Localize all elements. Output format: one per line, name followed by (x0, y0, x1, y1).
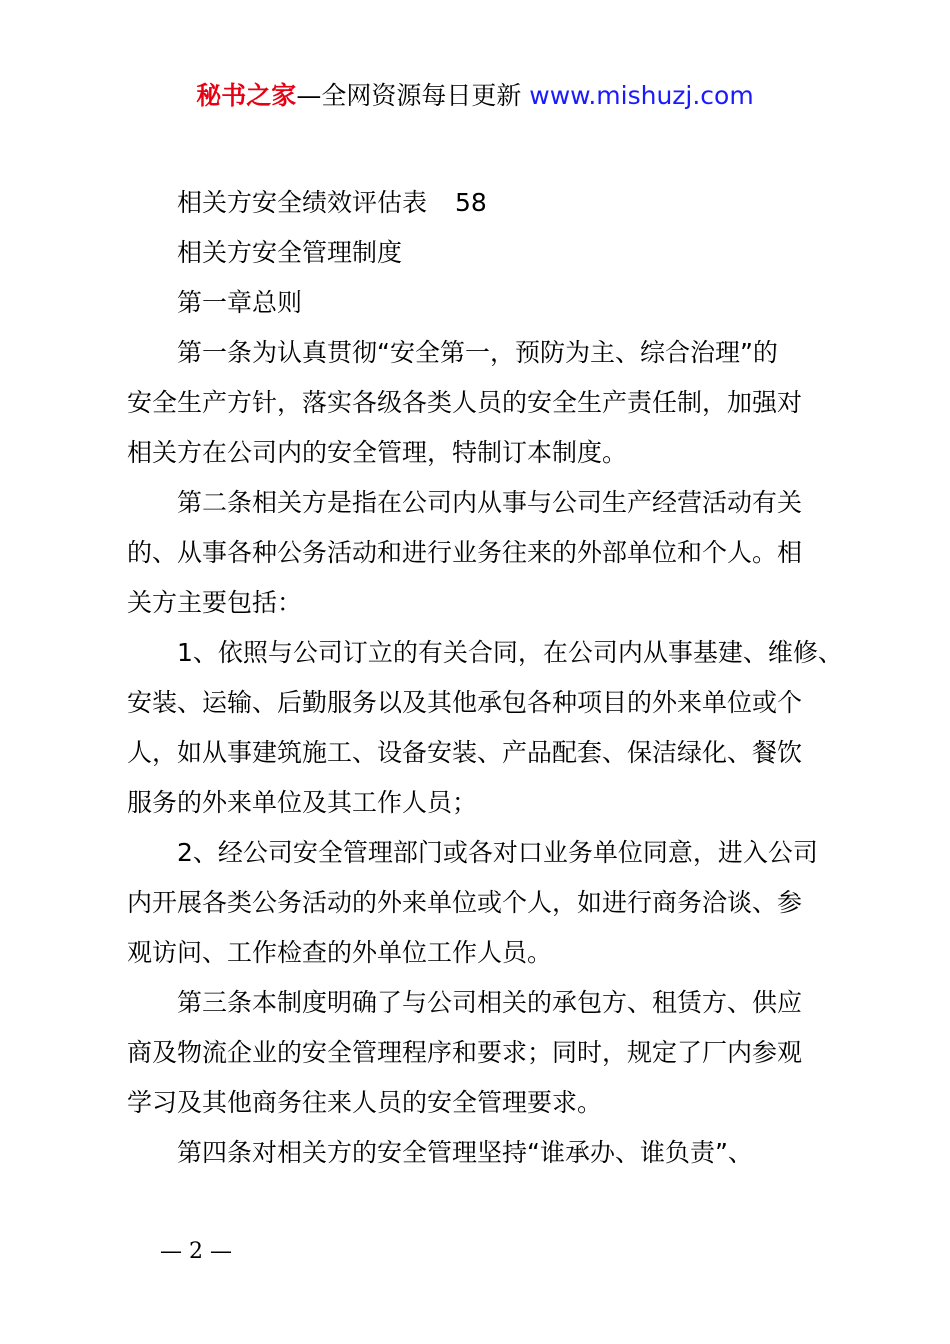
toc-entry-title: 相关方安全绩效评估表 (177, 188, 428, 217)
text-line: 安全生产方针，落实各级各类人员的安全生产责任制，加强对 (127, 388, 803, 417)
paragraph-lines (127, 328, 843, 1178)
toc-entry (127, 178, 839, 228)
toc-entry-page: 58 (455, 188, 487, 217)
site-header (0, 78, 950, 114)
site-url-link[interactable]: www.mishuzj.com (529, 81, 754, 110)
page-number: — 2 — (160, 1239, 232, 1264)
document-body (127, 178, 843, 1178)
chapter-heading: 第一章总则 (177, 288, 303, 317)
text-line: 观访问、工作检查的外单位工作人员。 (127, 938, 553, 967)
text-line: 第二条相关方是指在公司内从事与公司生产经营活动有关 (177, 488, 803, 517)
text-line: 1、依照与公司订立的有关合同，在公司内从事基建、维修、 (177, 638, 843, 667)
text-line: 相关方在公司内的安全管理，特制订本制度。 (127, 438, 628, 467)
site-brand: 秘书之家 (196, 81, 297, 110)
document-title: 相关方安全管理制度 (177, 238, 403, 267)
text-line: 学习及其他商务往来人员的安全管理要求。 (127, 1088, 603, 1117)
text-line: 第一条为认真贯彻“安全第一，预防为主、综合治理”的 (177, 338, 778, 367)
text-line: 的、从事各种公务活动和进行业务往来的外部单位和个人。相 (127, 538, 803, 567)
text-line: 商及物流企业的安全管理程序和要求；同时，规定了厂内参观 (127, 1038, 803, 1067)
text-line: 内开展各类公务活动的外来单位或个人，如进行商务洽谈、参 (127, 888, 803, 917)
site-tagline: —全网资源每日更新 (296, 81, 522, 110)
text-line: 第三条本制度明确了与公司相关的承包方、租赁方、供应 (177, 988, 803, 1017)
text-line: 第四条对相关方的安全管理坚持“谁承办、谁负责”、 (177, 1138, 753, 1167)
text-line: 人，如从事建筑施工、设备安装、产品配套、保洁绿化、餐饮 (127, 738, 803, 767)
text-line: 服务的外来单位及其工作人员； (127, 788, 478, 817)
text-line: 2、经公司安全管理部门或各对口业务单位同意，进入公司 (177, 838, 818, 867)
text-line: 安装、运输、后勤服务以及其他承包各种项目的外来单位或个 (127, 688, 803, 717)
text-line: 关方主要包括： (127, 588, 303, 617)
